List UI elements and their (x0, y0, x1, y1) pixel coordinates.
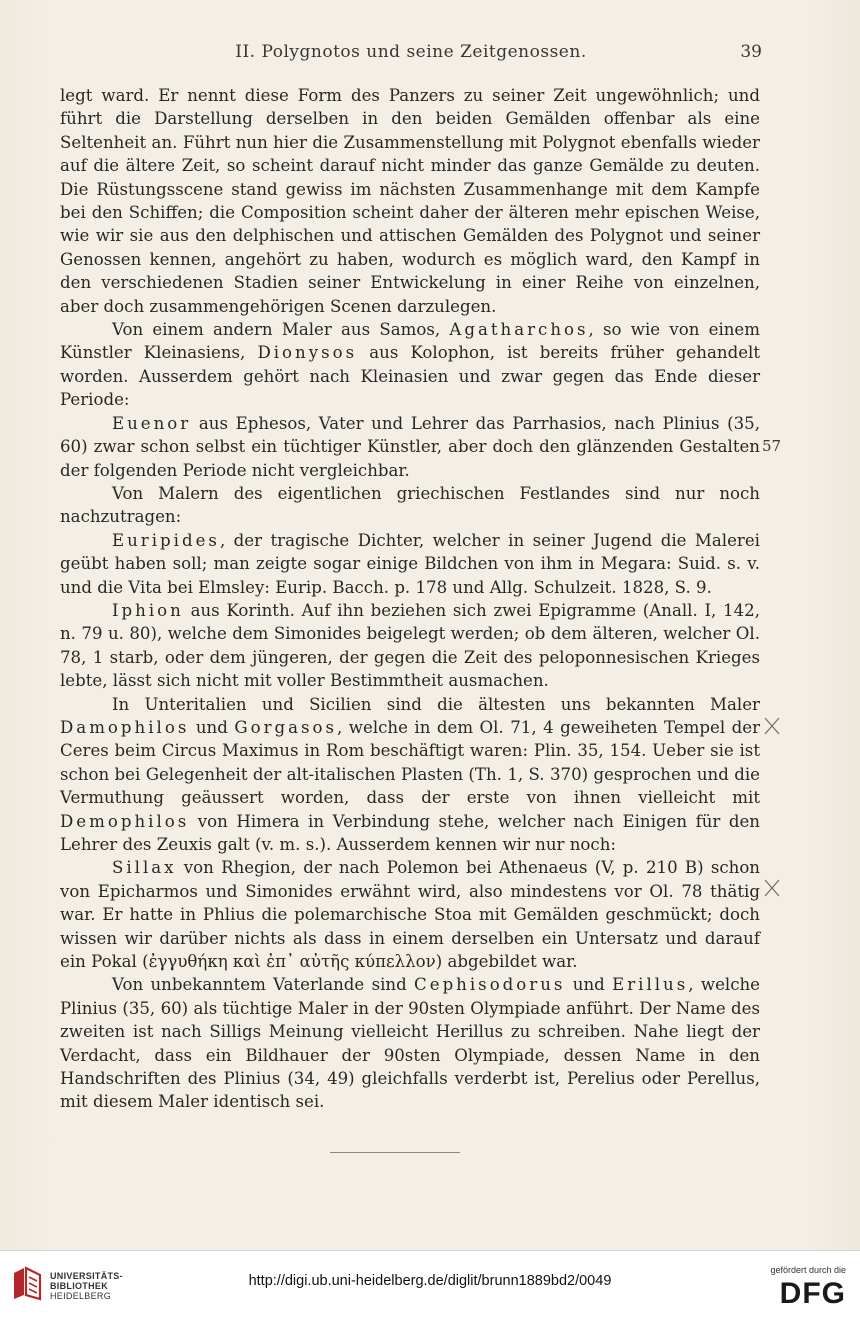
spaced-name: Erillus (612, 975, 689, 995)
spaced-name: Cephisodorus (414, 975, 566, 995)
paragraph (60, 973, 760, 1113)
dfg-logo[interactable]: DFG (779, 1277, 846, 1310)
paragraph (60, 599, 760, 693)
paragraph (60, 693, 760, 857)
text-run: In Unteritalien und Sicilien sind die ältesten uns bekannten Maler (112, 694, 760, 714)
paragraph (60, 482, 760, 529)
running-header (60, 42, 762, 68)
text-run: von Rhegion, der nach Polemon bei Athenaeus (V, p. 210 B) schon von Epicharmos und Simonides erwähnt wird, also mindestens vor Ol. 78 thätig war. Er hatte in Phlius die polemarchische Stoa mit Gemälden geschmückt; doch wissen wir darüber nichts als dass in einem derselben ein Untersatz und darauf ein Pokal (ἐγγυθήκη καὶ ἐπ᾽ αὐτῆς κύπελλον) abgebildet war. (60, 858, 760, 972)
text-run: von Himera in Verbindung stehe, welcher nach Einigen für den Lehrer des Zeuxis galt (v. m. s.). Ausserdem kennen wir nur noch: (60, 811, 760, 854)
university-library-name: UNIVERSITÄTS- BIBLIOTHEK HEIDELBERG (50, 1271, 123, 1301)
margin-note-page-ref: 57 (762, 437, 782, 455)
spaced-name: Gorgasos (234, 717, 338, 737)
pencil-cross-mark-icon (763, 878, 781, 898)
dfg-caption: gefördert durch die (770, 1265, 846, 1275)
page-number: 39 (740, 42, 762, 62)
text-run: Von einem andern Maler aus Samos, (112, 320, 450, 340)
text-run: , so wie von einem Künstler Kleinasiens, (60, 320, 760, 363)
spaced-name: Euenor (112, 413, 192, 433)
text-run: , welche Plinius (35, 60) als tüchtige Maler in der 90sten Olympiade anführt. Der Name des zweiten ist nach Silligs Meinung vielleicht Herillus zu schreiben. Nahe liegt der Verdacht, dass ein Bildhauer der 90sten Olympiade, dessen Name in den Handschriften des Plinius (34, 49) gleichfalls verderbt ist, Perelius oder Perellus, mit diesem Maler identisch sei. (60, 975, 760, 1112)
text-run: aus Ephesos, Vater und Lehrer das Parrhasios, nach Plinius (35, 60) zwar schon selbst ein tüchtiger Künstler, aber doch den glänzenden Gestalten der folgenden Periode nicht vergleichbar. (60, 413, 760, 480)
spaced-name: Euripides (112, 530, 220, 550)
text-run: aus Korinth. Auf ihn beziehen sich zwei Epigramme (Anall. I, 142, n. 79 u. 80), welche dem Simonides beigelegt werden; ob dem älteren, welcher Ol. 78, 1 starb, oder dem jüngeren, der gegen die Zeit des peloponnesischen Krieges lebte, lässt sich nicht mit voller Bestimmtheit ausmachen. (60, 600, 760, 691)
spaced-name: Dionysos (257, 343, 358, 363)
text-run: legt ward. Er nennt diese Form des Panzers zu seiner Zeit ungewöhnlich; und führt die Darstellung derselben in den beiden Gemälden offenbar als eine Seltenheit an. Führt nun hier die Zusammenstellung mit Polygnot ebenfalls wieder auf die ältere Zeit, so scheint darauf nicht minder das ganze Gemälde zu deuten. Die Rüstungsscene stand gewiss im nächsten Zusammenhange mit dem Kampfe bei den Schiffen; die Composition scheint daher der älteren mehr epischen Weise, wie wir sie aus den delphischen und attischen Gemälden des Polygnot und seiner Genossen kennen, angehört zu haben, wodurch es möglich ward, den Kampf in den verschiedenen Stadien seiner Entwickelung in einer Reihe von einzelnen, aber doch zusammengehörigen Scenen darzulegen. (60, 86, 760, 316)
text-run: und (189, 717, 235, 737)
paragraph (60, 84, 760, 318)
pencil-cross-mark-icon (763, 716, 781, 736)
digitization-footer (0, 1250, 860, 1320)
body-text (60, 84, 760, 1114)
text-run: aus Kolophon, ist bereits früher gehandelt worden. Ausserdem gehört nach Kleinasien und zwar gegen das Ende dieser Periode: (60, 343, 760, 410)
spaced-name: Damophilos (60, 717, 190, 737)
text-run: , der tragische Dichter, welcher in seiner Jugend die Malerei geübt haben soll; man zeigte sogar einige Bildchen von ihm in Megara: Suid. s. v. und die Vita bei Elmsley: Eurip. Bacch. p. 178 und Allg. Schulzeit. 1828, S. 9. (60, 530, 760, 597)
spaced-name: Demophilos (60, 811, 190, 831)
text-run: Von unbekanntem Vaterlande sind (112, 975, 415, 995)
spaced-name: Agatharchos (449, 320, 589, 340)
text-run: Von Malern des eigentlichen griechischen Festlandes sind nur noch nachzutragen: (60, 483, 760, 527)
spaced-name: Iphion (112, 600, 184, 620)
running-header-title: II. Polygnotos und seine Zeitgenossen. (235, 42, 587, 62)
paragraph (60, 856, 760, 973)
paragraph (60, 318, 760, 412)
spaced-name: Sillax (112, 858, 177, 878)
paragraph (60, 529, 760, 599)
paragraph (60, 412, 760, 482)
end-rule (330, 1152, 460, 1153)
text-run: und (565, 975, 613, 995)
text-run: , welche in dem Ol. 71, 4 geweiheten Tempel der Ceres beim Circus Maximus in Rom beschäftigt waren: Plin. 35, 154. Ueber sie ist schon bei Gelegenheit der alt-italischen Plasten (Th. 1, S. 370) gesprochen und die Vermuthung geäussert worden, dass der erste von ihnen vielleicht mit (60, 717, 760, 808)
permalink-url[interactable]: http://digi.ub.uni-heidelberg.de/diglit/brunn1889bd2/0049 (248, 1273, 612, 1289)
